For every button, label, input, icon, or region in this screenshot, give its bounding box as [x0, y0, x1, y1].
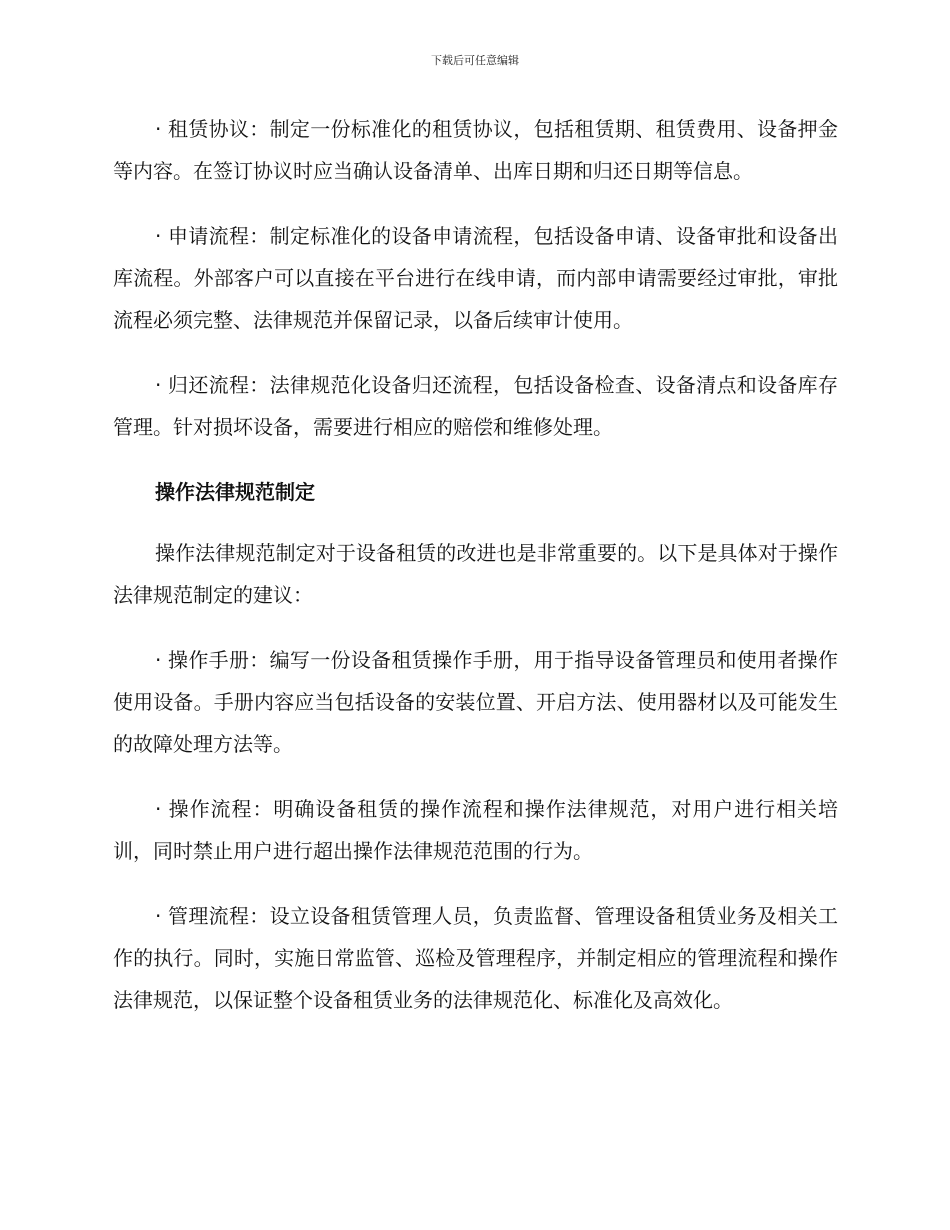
- paragraph-operation-process: · 操作流程：明确设备租赁的操作流程和操作法律规范，对用户进行相关培训，同时禁止用户进行超出操作法律规范范围的行为。: [113, 797, 838, 863]
- document-body: [113, 108, 838, 1044]
- paragraph-management-process: · 管理流程：设立设备租赁管理人员，负责监督、管理设备租赁业务及相关工作的执行。同时，实施日常监管、巡检及管理程序，并制定相应的管理流程和操作法律规范，以保证整个设备租赁业务的法律规范化、标准化及高效化。: [113, 904, 838, 1012]
- header-note: 下载后可任意编辑: [431, 54, 519, 67]
- paragraph-intro: 操作法律规范制定对于设备租赁的改进也是非常重要的。以下是具体对于操作法律规范制定的建议：: [113, 541, 838, 607]
- paragraph-lease-agreement: · 租赁协议：制定一份标准化的租赁协议，包括租赁期、租赁费用、设备押金等内容。在签订协议时应当确认设备清单、出库日期和归还日期等信息。: [113, 117, 838, 183]
- paragraph-return-process: · 归还流程：法律规范化设备归还流程，包括设备检查、设备清点和设备库存管理。针对损坏设备，需要进行相应的赔偿和维修处理。: [113, 373, 838, 439]
- paragraph-application-process: · 申请流程：制定标准化的设备申请流程，包括设备申请、设备审批和设备出库流程。外部客户可以直接在平台进行在线申请，而内部申请需要经过审批，审批流程必须完整、法律规范并保留记录，以备后续审计使用。: [113, 224, 838, 332]
- paragraph-operation-manual: · 操作手册：编写一份设备租赁操作手册，用于指导设备管理员和使用者操作使用设备。手册内容应当包括设备的安装位置、开启方法、使用器材以及可能发生的故障处理方法等。: [113, 648, 838, 756]
- section-heading: 操作法律规范制定: [155, 480, 315, 504]
